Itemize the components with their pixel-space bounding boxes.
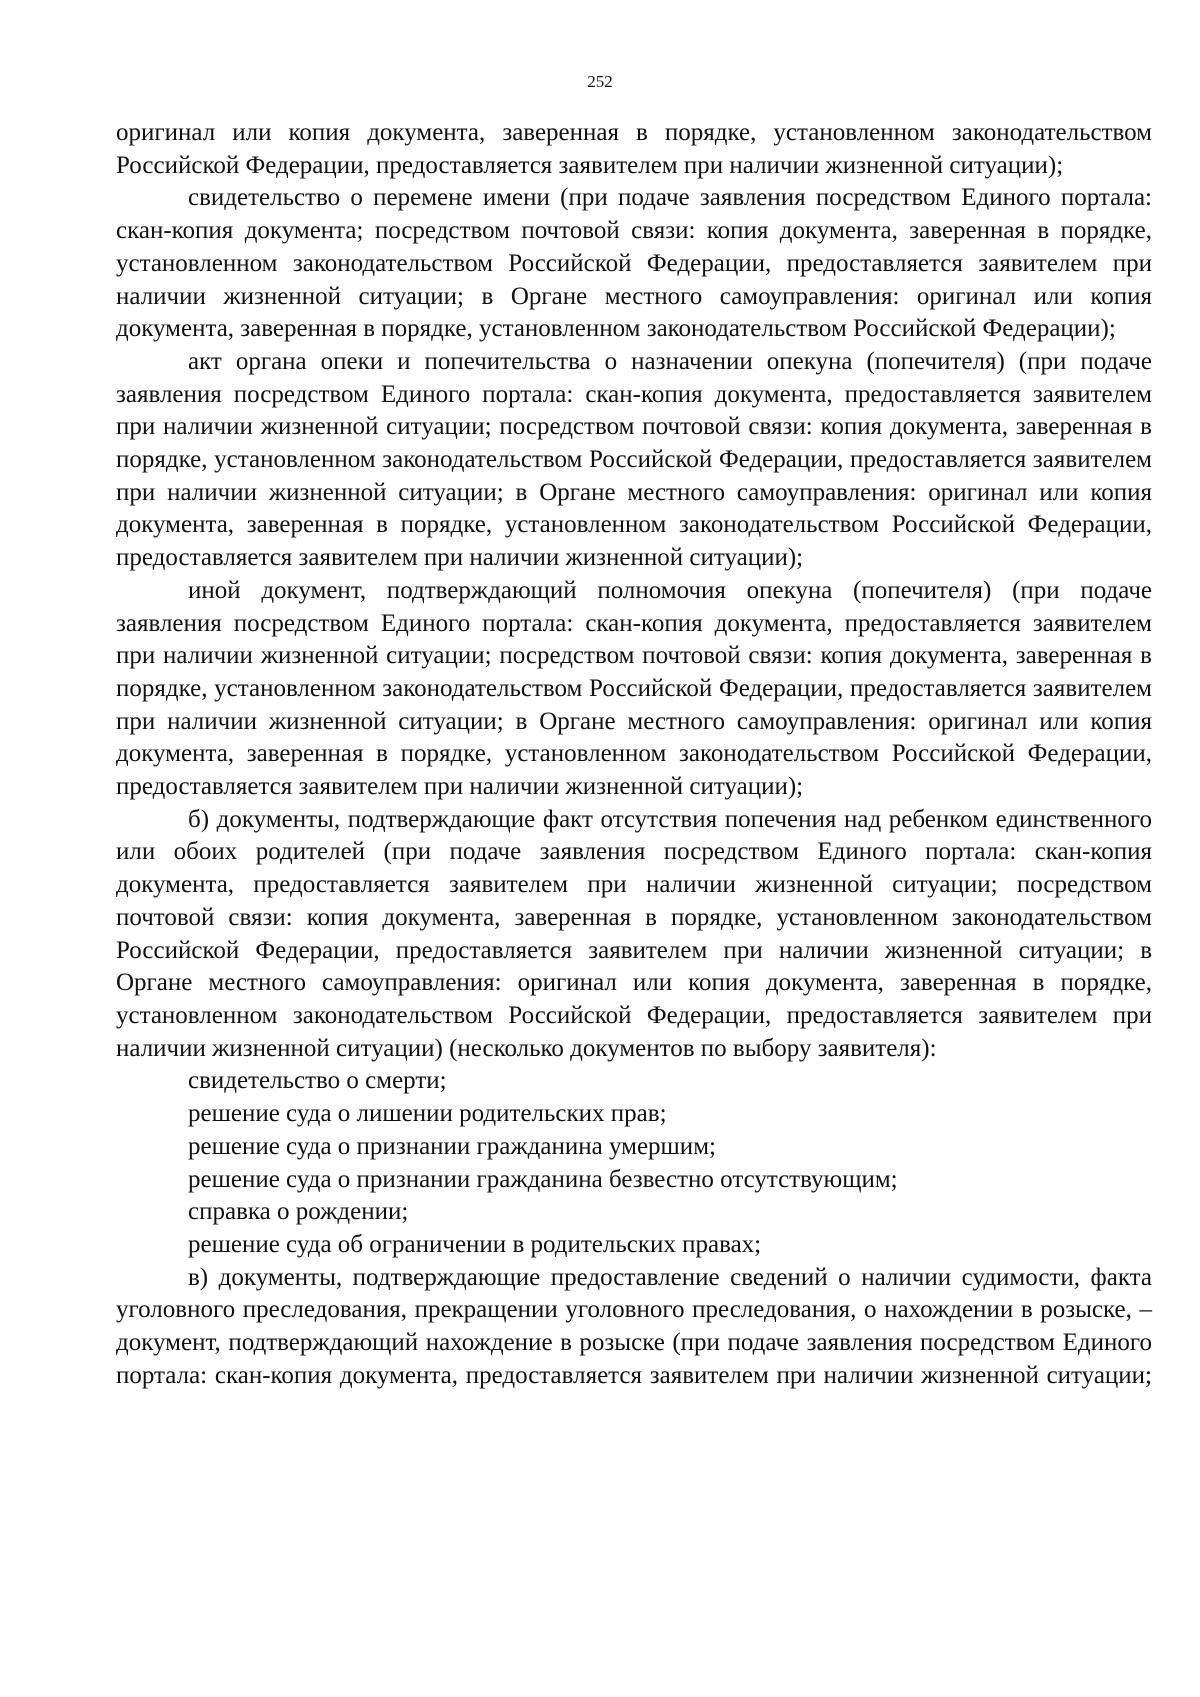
list-item: решение суда о признании гражданина умершим; — [188, 1132, 716, 1160]
page-number: 252 — [587, 72, 613, 91]
paragraph: акт органа опеки и попечительства о назначении опекуна (попечителя) (при подаче заявления посредством Единого портала: скан-копия документа, предоставляется заявителем при наличии жизненной ситуации; посредством почтовой связи: копия документа, заверенная в порядке, установленном законодательством Российской Федерации, предоставляется заявителем при наличии жизненной ситуации; в Органе местного самоуправления: оригинал или копия документа, заверенная в порядке, установленном законодательством Российской Федерации, предоставляется заявителем при наличии жизненной ситуации); — [116, 347, 1152, 572]
paragraph: в) документы, подтверждающие предоставление сведений о наличии судимости, факта уголовного преследования, прекращении уголовного преследования, о нахождении в розыске, – документ, подтверждающий нахождение в розыске (при подаче заявления посредством Единого портала: скан-копия документа, предоставляется заявителем при наличии жизненной ситуации; — [116, 1263, 1152, 1389]
paragraph: свидетельство о перемене имени (при подаче заявления посредством Единого портала: скан-копия документа; посредством почтовой связи: копия документа, заверенная в порядке, установленном законодательством Российской Федерации, предоставляется заявителем при наличии жизненной ситуации; в Органе местного самоуправления: оригинал или копия документа, заверенная в порядке, установленном законодательством Российской Федерации); — [116, 184, 1152, 343]
document-body — [116, 117, 1152, 1392]
list-item: справка о рождении; — [188, 1198, 409, 1226]
paragraph: иной документ, подтверждающий полномочия опекуна (попечителя) (при подаче заявления посредством Единого портала: скан-копия документа, предоставляется заявителем при наличии жизненной ситуации; посредством почтовой связи: копия документа, заверенная в порядке, установленном законодательством Российской Федерации, предоставляется заявителем при наличии жизненной ситуации; в Органе местного самоуправления: оригинал или копия документа, заверенная в порядке, установленном законодательством Российской Федерации, предоставляется заявителем при наличии жизненной ситуации); — [116, 576, 1152, 801]
list-item: свидетельство о смерти; — [188, 1067, 447, 1095]
paragraph: б) документы, подтверждающие факт отсутствия попечения над ребенком единственного или обоих родителей (при подаче заявления посредством Единого портала: скан-копия документа, предоставляется заявителем при наличии жизненной ситуации; посредством почтовой связи: копия документа, заверенная в порядке, установленном законодательством Российской Федерации, предоставляется заявителем при наличии жизненной ситуации; в Органе местного самоуправления: оригинал или копия документа, заверенная в порядке, установленном законодательством Российской Федерации, предоставляется заявителем при наличии жизненной ситуации) (несколько документов по выбору заявителя): — [116, 805, 1152, 1062]
list-item: решение суда о признании гражданина безвестно отсутствующим; — [188, 1165, 898, 1193]
list-item: решение суда о лишении родительских прав; — [188, 1100, 667, 1128]
list-item: решение суда об ограничении в родительских правах; — [188, 1230, 762, 1258]
paragraph: оригинал или копия документа, заверенная в порядке, установленном законодательством Российской Федерации, предоставляется заявителем при наличии жизненной ситуации); — [116, 119, 1152, 179]
